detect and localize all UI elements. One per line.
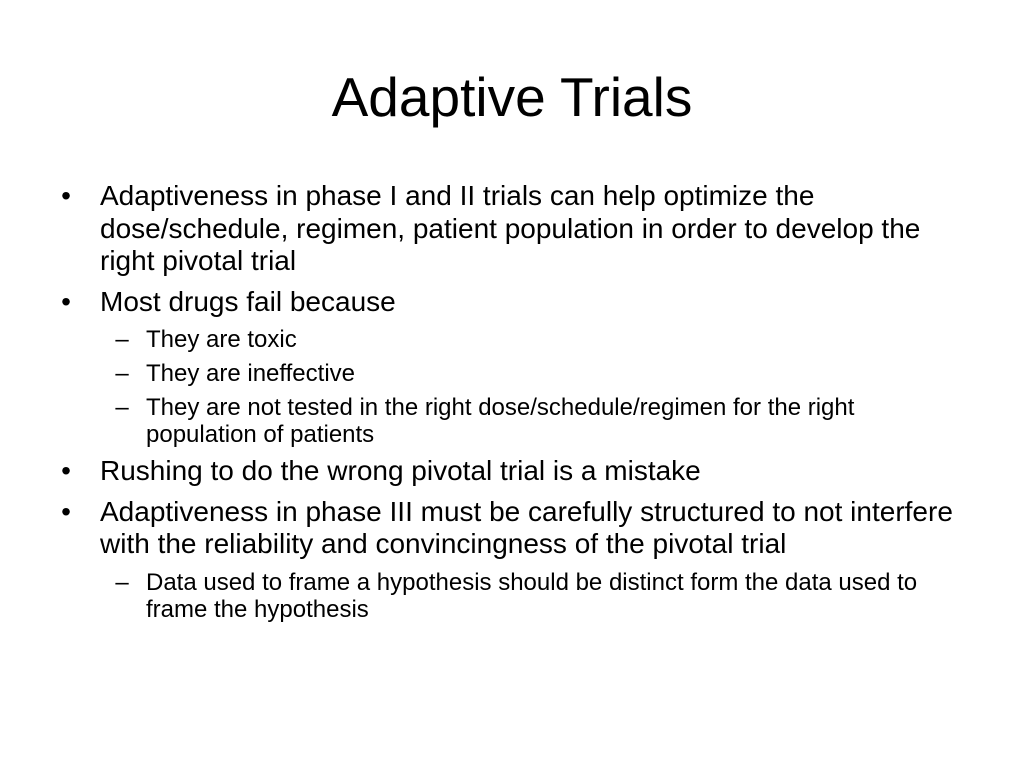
slide-content (56, 180, 971, 630)
bullet-item (56, 286, 971, 319)
bullet-icon: • (61, 285, 71, 317)
bullet-item (56, 455, 971, 488)
bullet-icon: • (61, 495, 71, 527)
dash-icon: – (115, 394, 129, 421)
sub-item-text: They are not tested in the right dose/schedule/regimen for the right population of patients (146, 394, 855, 448)
bullet-icon: • (61, 180, 71, 211)
sub-list (56, 326, 971, 448)
sub-item (101, 569, 971, 623)
bullet-icon: • (61, 455, 71, 486)
bullet-text: Rushing to do the wrong pivotal trial is a mistake (100, 455, 701, 486)
sub-item (101, 360, 971, 387)
dash-icon: – (115, 360, 129, 387)
sub-item (101, 326, 971, 353)
bullet-text: Adaptiveness in phase I and II trials can help optimize the dose/schedule, regimen, patient population in order to develop the right pivotal trial (100, 180, 921, 276)
sub-item-text: Data used to frame a hypothesis should be distinct form the data used to frame the hypothesis (146, 568, 918, 623)
dash-icon: – (115, 568, 129, 596)
bullet-item (56, 496, 971, 561)
slide-title: Adaptive Trials (331, 66, 693, 128)
bullet-text: Most drugs fail because (100, 285, 396, 317)
sub-item (101, 394, 971, 448)
bullet-text: Adaptiveness in phase III must be carefully structured to not interfere with the reliability and convincingness of the pivotal trial (100, 495, 953, 559)
sub-list (56, 569, 971, 623)
sub-item-text: They are toxic (146, 326, 297, 353)
bullet-item (56, 180, 971, 278)
dash-icon: – (115, 326, 129, 353)
sub-item-text: They are ineffective (146, 360, 356, 387)
